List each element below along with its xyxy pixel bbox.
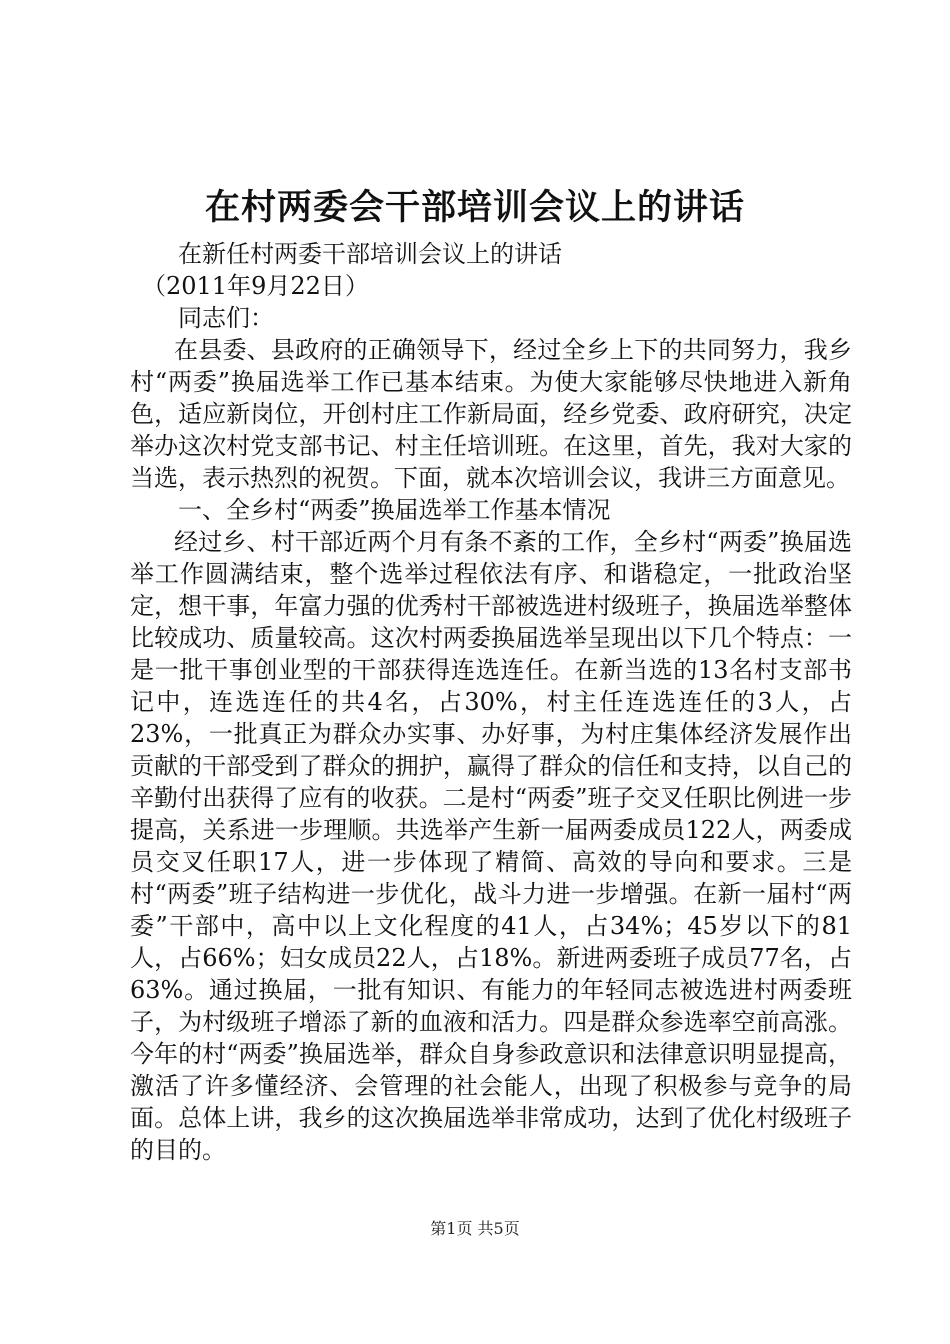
paragraph-section-1: 经过乡、村干部近两个月有条不紊的工作，全乡村“两委”换届选举工作圆满结束，整个选举过程依法有序、和谐稳定，一批政治坚定，想干事，年富力强的优秀村干部被选进村级班子，换届选举整体比较成功、质量较高。这次村两委换届选举呈现出以下几个特点：一是一批干事创业型的干部获得连选连任。在新当选的13名村支部书记中，连选连任的共4名，占30%，村主任连选连任的3人，占23%，一批真正为群众办实事、办好事，为村庄集体经济发展作出贡献的干部受到了群众的拥护，赢得了群众的信任和支持，以自己的辛勤付出获得了应有的收获。二是村“两委”班子交叉任职比例进一步提高，关系进一步理顺。共选举产生新一届两委成员122人，两委成员交叉任职17人，进一步体现了精简、高效的导向和要求。三是村“两委”班子结构进一步优化，战斗力进一步增强。在新一届村“两委”干部中，高中以上文化程度的41人，占34%；45岁以下的81人，占66%；妇女成员22人，占18%。新进两委班子成员77名，占63%。通过换届，一批有知识、有能力的年轻同志被选进村两委班子，为村级班子增添了新的血液和活力。四是群众参选率空前高涨。今年的村“两委”换届选举，群众自身参政意识和法律意识明显提高，激活了许多懂经济、会管理的社会能人，出现了积极参与竞争的局面。总体上讲，我乡的这次换届选举非常成功，达到了优化村级班子的目的。 (130, 528, 852, 1164)
document-body (130, 238, 852, 1166)
speech-subtitle: 在新任村两委干部培训会议上的讲话 (178, 240, 562, 268)
document-title: 在村两委会干部培训会议上的讲话 (204, 187, 745, 228)
section-heading-1: 一、全乡村“两委”换届选举工作基本情况 (178, 496, 611, 524)
page-number-footer: 第1页 共5页 (430, 1219, 520, 1238)
paragraph-intro: 在县委、县政府的正确领导下，经过全乡上下的共同努力，我乡村“两委”换届选举工作已基本结束。为使大家能够尽快地进入新角色，适应新岗位，开创村庄工作新局面，经乡党委、政府研究，决定举办这次村党支部书记、村主任培训班。在这里，首先，我对大家的当选，表示热烈的祝贺。下面，就本次培训会议，我讲三方面意见。 (130, 336, 852, 492)
greeting: 同志们： (178, 304, 274, 332)
speech-date: （2011年9月22日） (142, 272, 369, 300)
